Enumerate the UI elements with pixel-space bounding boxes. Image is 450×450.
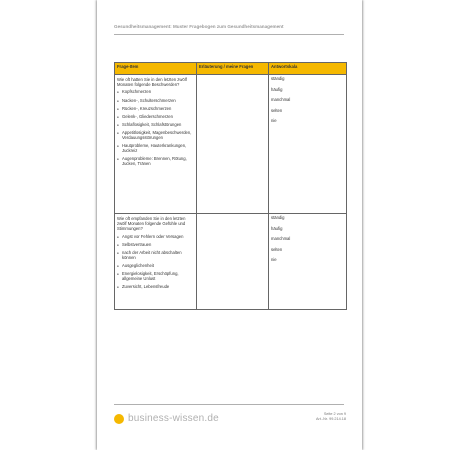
page-header: Gesundheitsmanagement: Muster Fragebogen zum Gesundheitsmanagement bbox=[114, 24, 284, 29]
document-page bbox=[97, 0, 362, 450]
logo-dot-icon bbox=[114, 414, 124, 424]
scale-option: ständig bbox=[271, 215, 285, 220]
explanation-cell bbox=[197, 75, 269, 214]
explanation-cell bbox=[197, 214, 269, 310]
list-item: ● Zuversicht, Lebensfreude bbox=[117, 285, 194, 290]
footer-divider bbox=[114, 404, 344, 405]
questionnaire-table bbox=[114, 62, 347, 310]
list-item: ● Appetitlosigkeit, Magenbeschwerden, Verdauungsstörungen bbox=[117, 131, 194, 141]
list-item: ● Schlaflosigkeit, Schlafstörungen bbox=[117, 123, 194, 128]
question-cell bbox=[115, 214, 197, 310]
question-text: Wie oft empfanden Sie in den letzten zwölf Monaten folgende Gefühle und Stimmungen? bbox=[117, 216, 186, 232]
list-item: ● Rücken-, Kreuzschmerzen bbox=[117, 107, 194, 112]
table-header-row bbox=[115, 63, 347, 75]
question-cell bbox=[115, 75, 197, 214]
scale-option: selten bbox=[271, 107, 283, 113]
list-item: ● Kopfschmerzen bbox=[117, 90, 194, 95]
list-item: ● Hautprobleme, Hauterkrankungen, Juckreiz bbox=[117, 144, 194, 154]
list-item: ● Gelenk-, Gliederschmerzen bbox=[117, 115, 194, 120]
item-list bbox=[117, 90, 194, 166]
list-item: ● nach der Arbeit nicht abschalten können bbox=[117, 251, 194, 261]
scale-option: häufig bbox=[271, 86, 283, 92]
list-item: ● Ausgeglichenheit bbox=[117, 264, 194, 269]
list-item: ● Angst vor Fehlern oder Versagen bbox=[117, 235, 194, 240]
question-text: Wie oft hatten Sie in den letzten zwölf Monaten folgende Beschwerden? bbox=[117, 77, 187, 88]
column-header-explanation: Erläuterung / meine Fragen bbox=[197, 63, 269, 75]
scale-option: nie bbox=[271, 257, 277, 262]
scale-option: manchmal bbox=[271, 97, 291, 102]
scale-cell bbox=[269, 214, 347, 310]
brand-logo bbox=[114, 413, 219, 424]
list-item: ● Selbstvertrauen bbox=[117, 243, 194, 248]
scale-option: nie bbox=[271, 118, 277, 123]
page-number: Seite 2 von 9 bbox=[323, 412, 346, 416]
table-row bbox=[115, 214, 347, 310]
item-list bbox=[117, 235, 194, 290]
list-item: ● Augenprobleme: Brennen, Rötung, Jucken, Tränen bbox=[117, 157, 194, 167]
footer-info bbox=[316, 412, 346, 423]
scale-option: manchmal bbox=[271, 236, 291, 241]
scale-cell bbox=[269, 75, 347, 214]
logo-text: business-wissen.de bbox=[128, 413, 219, 424]
article-number: Art.-Nr. 99.214.18 bbox=[316, 417, 346, 422]
column-header-item: Frage-Item bbox=[115, 63, 197, 75]
column-header-scale: Antwortskala bbox=[269, 63, 347, 75]
table-row bbox=[115, 75, 347, 214]
scale-option: häufig bbox=[271, 225, 283, 231]
list-item: ● Nacken-, Schulterschmerzen bbox=[117, 99, 194, 104]
scale-option: selten bbox=[271, 246, 283, 252]
header-divider bbox=[114, 34, 344, 35]
scale-option: ständig bbox=[271, 76, 285, 81]
list-item: ● Energielosigkeit, Erschöpfung, allgemeine Unlust bbox=[117, 272, 194, 282]
